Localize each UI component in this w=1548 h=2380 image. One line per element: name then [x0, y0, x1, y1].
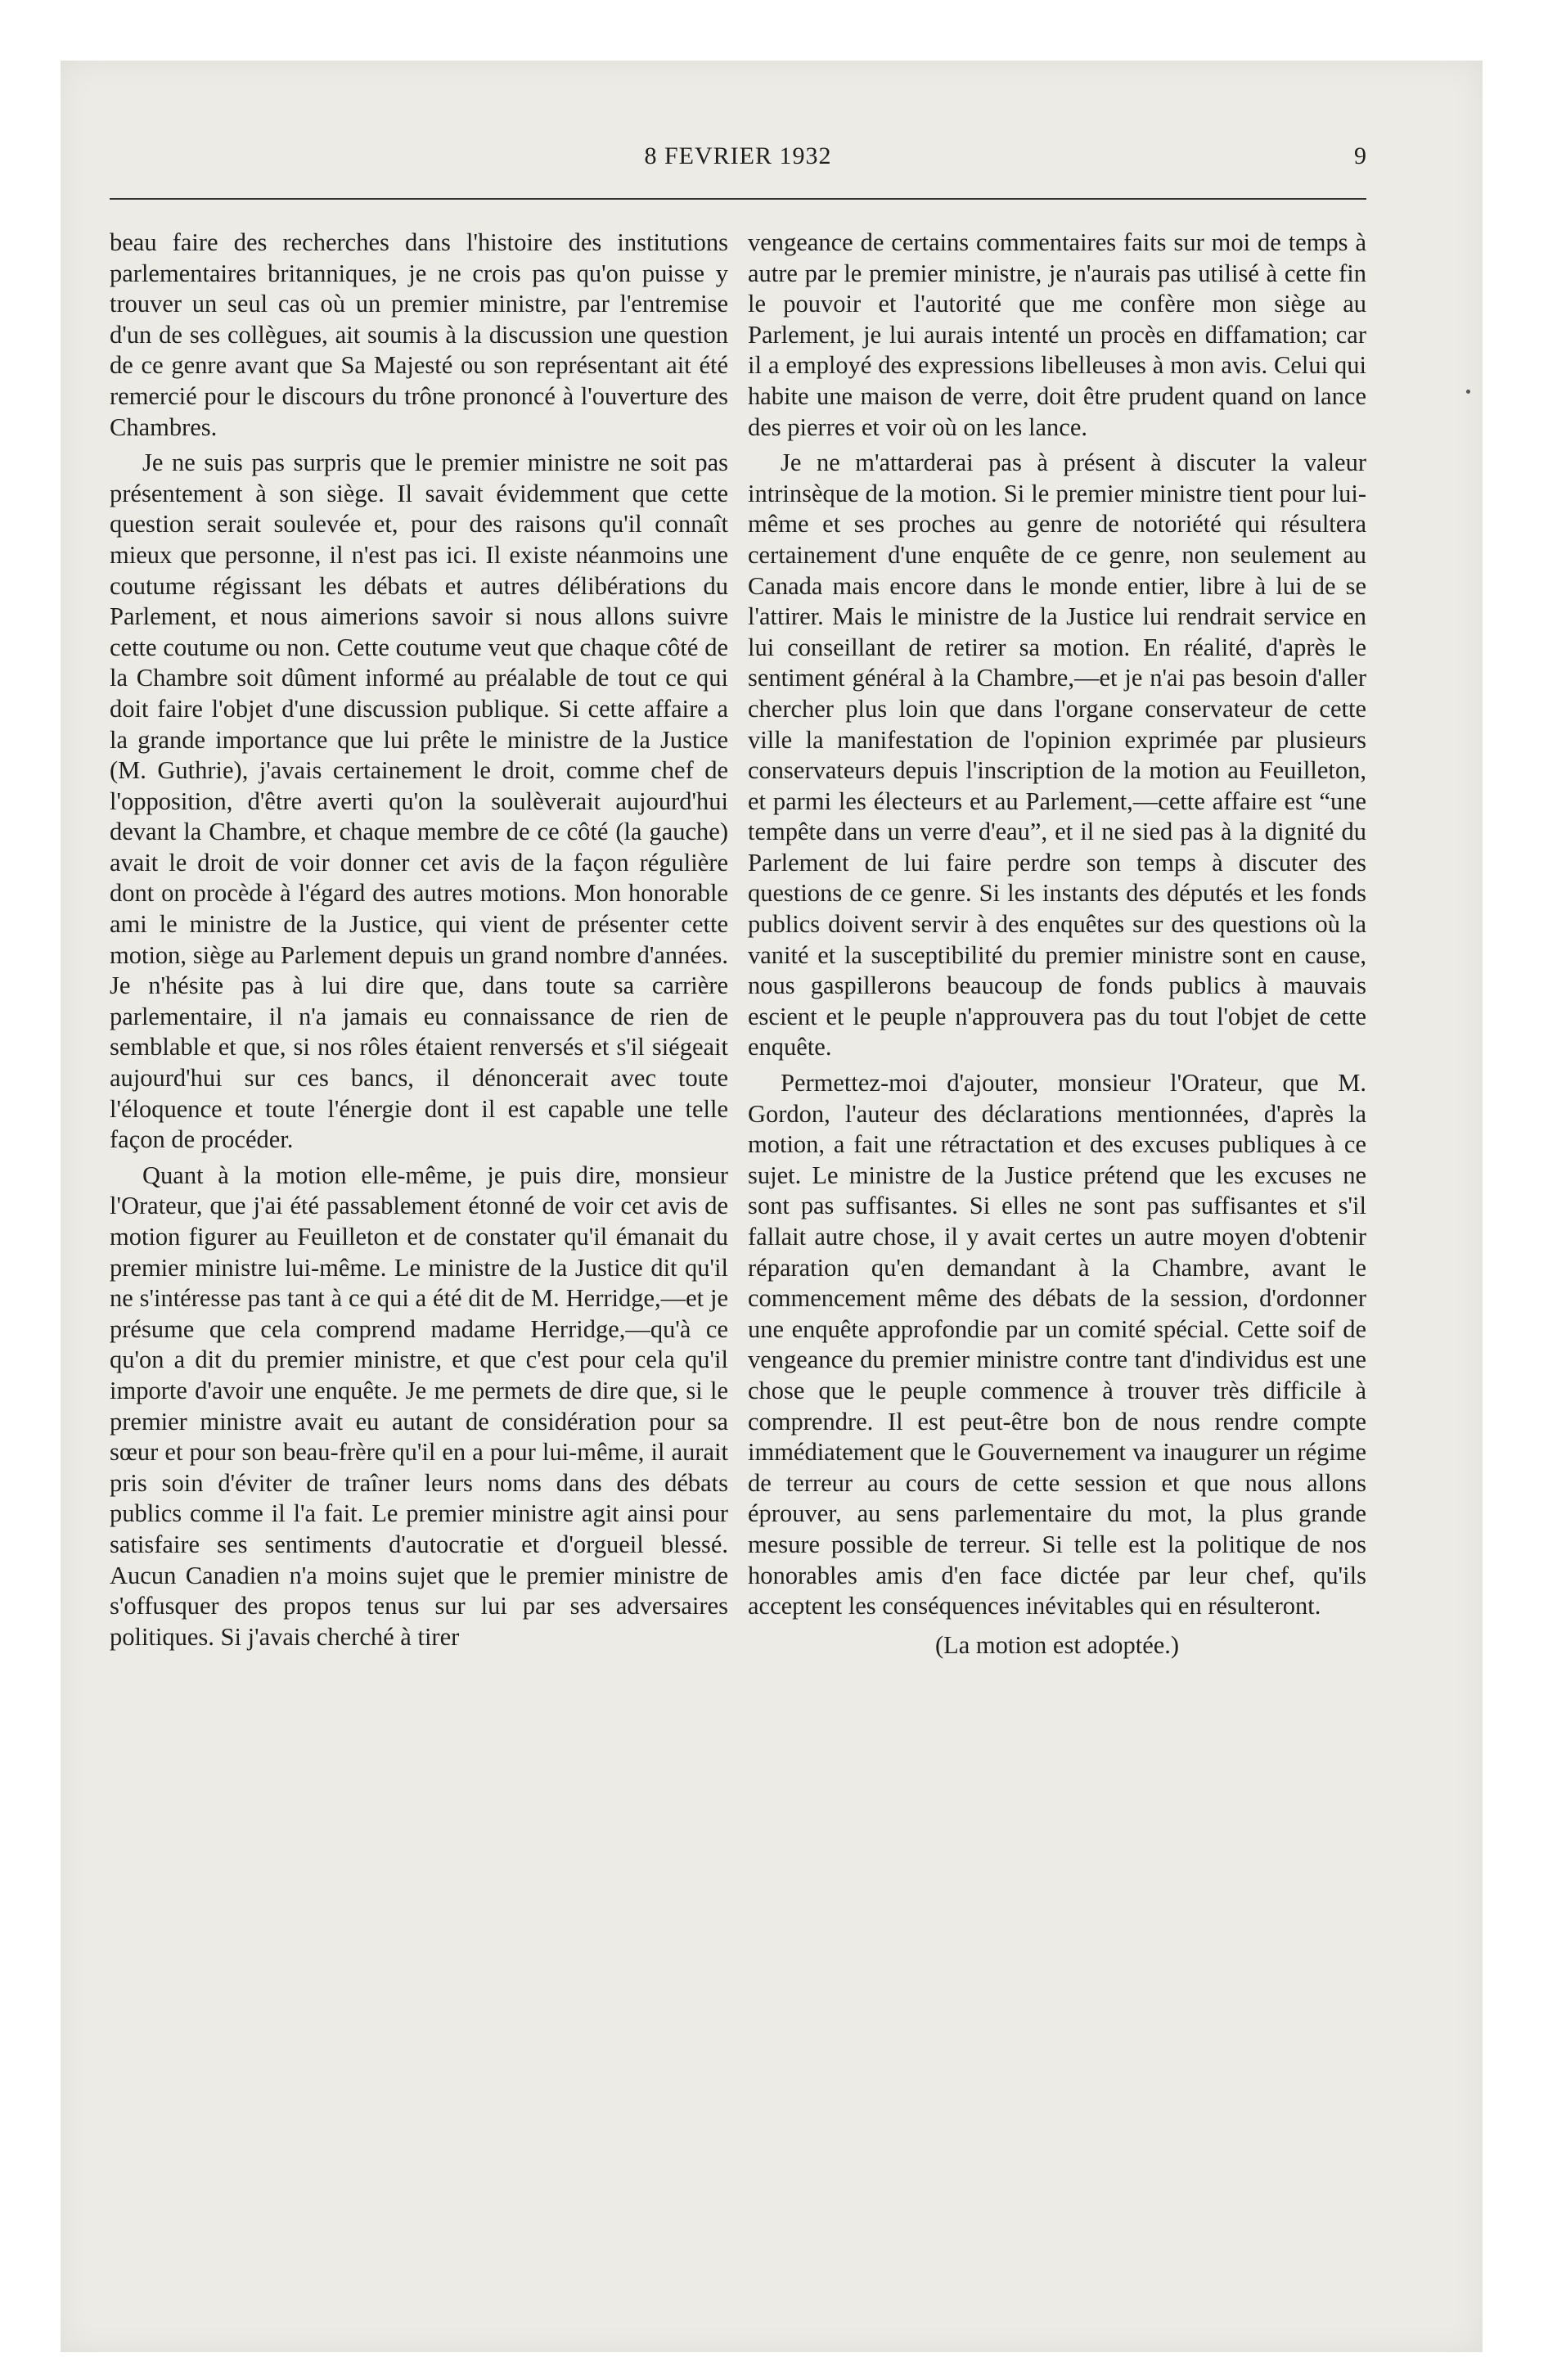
header-rule	[110, 198, 1366, 200]
left-column	[110, 228, 728, 1666]
paragraph: vengeance de certains commentaires faits sur moi de temps à autre par le premier ministre, je n'aurais pas utilisé à cette fin le pouvoir et l'autorité que me confère mon siège au Parlement, je lui aurais intenté un procès en diffamation; car il a employé des expressions libelleuses à mon avis. Celui qui habite une maison de verre, doit être prudent quand on lance des pierres et voir où on les lance.	[748, 228, 1366, 441]
paragraph: Je ne suis pas surpris que le premier ministre ne soit pas présentement à son siège. Il savait évidemment que cette question serait soulevée et, pour des raisons qu'il connaît mieux que personne, il n'est pas ici. Il existe néanmoins une coutume régissant les débats et autres délibérations du Parlement, et nous aimerions savoir si nous allons suivre cette coutume ou non. Cette coutume veut que chaque côté de la Chambre soit dûment informé au préalable de tout ce qui doit faire l'objet d'une discussion publique. Si cette affaire a la grande importance que lui prête le ministre de la Justice (M. Guthrie), j'avais certainement le droit, comme chef de l'opposition, d'être averti qu'on la soulèverait aujourd'hui devant la Chambre, et chaque membre de ce côté (la gauche) avait le droit de voir donner cet avis de la façon régulière dont on procède à l'égard des autres motions. Mon honorable ami le ministre de la Justice, qui vient de présenter cette motion, siège au Parlement depuis un grand nombre d'années. Je n'hésite pas à lui dire que, dans toute sa carrière parlementaire, il n'a jamais eu connaissance de rien de semblable et que, si nos rôles étaient renversés et s'il siégeait aujourd'hui sur ces bancs, il dénoncerait avec toute l'éloquence et toute l'énergie dont il est capable une telle façon de procéder.	[110, 449, 728, 1154]
paragraph: beau faire des recherches dans l'histoire des institutions parlementaires britanniques, je ne crois pas qu'on puisse y trouver un seul cas où un premier ministre, par l'entremise d'un de ses collègues, ait soumis à la discussion une question de ce genre avant que Sa Majesté ou son représentant ait été remercié pour le discours du trône prononcé à l'ouverture des Chambres.	[110, 228, 728, 441]
paragraph: Quant à la motion elle-même, je puis dire, monsieur l'Orateur, que j'ai été passablement étonné de voir cet avis de motion figurer au Feuilleton et de constater qu'il émanait du premier ministre lui-même. Le ministre de la Justice dit qu'il ne s'intéresse pas tant à ce qui a été dit de M. Herridge,—et je présume que cela comprend madame Herridge,—qu'à ce qu'on a dit du premier ministre, et que c'est pour cela qu'il importe d'avoir une enquête. Je me permets de dire que, si le premier ministre avait eu autant de considération pour sa sœur et pour son beau-frère qu'il en a pour lui-même, il aurait pris soin d'éviter de traîner leurs noms dans des débats publics comme il l'a fait. Le premier ministre agit ainsi pour satisfaire ses sentiments d'autocratie et d'orgueil blessé. Aucun Canadien n'a moins sujet que le premier ministre de s'offusquer des propos tenus sur lui par ses adversaires politiques. Si j'avais cherché à tirer	[110, 1161, 728, 1651]
paragraph: Permettez-moi d'ajouter, monsieur l'Orateur, que M. Gordon, l'auteur des déclarations mentionnées, d'après la motion, a fait une rétractation et des excuses publiques à ce sujet. Le ministre de la Justice prétend que les excuses ne sont pas suffisantes. Si elles ne sont pas suffisantes et s'il fallait autre chose, il y avait certes un autre moyen d'obtenir réparation qu'en demandant à la Chambre, avant le commencement même des débats de la session, d'ordonner une enquête approfondie par un comité spécial. Cette soif de vengeance du premier ministre contre tant d'individus est une chose que le peuple commence à trouver très difficile à comprendre. Il est peut-être bon de nous rendre compte immédiatement que le Gouvernement va inaugurer un régime de terreur au cours de cette session et que nous allons éprouver, au sens parlementaire du mot, la plus grande mesure possible de terreur. Si telle est la politique de nos honorables amis d'en face dictée par leur chef, qu'ils acceptent les conséquences inévitables qui en résulteront.	[748, 1069, 1366, 1620]
right-column	[748, 228, 1366, 1666]
paragraph: Je ne m'attarderai pas à présent à discuter la valeur intrinsèque de la motion. Si le premier ministre tient pour lui-même et ses proches au genre de notoriété qui résultera certainement d'une enquête de ce genre, non seulement au Canada mais encore dans le monde entier, libre à lui de se l'attirer. Mais le ministre de la Justice lui rendrait service en lui conseillant de retirer sa motion. En réalité, d'après le sentiment général à la Chambre,—et je n'ai pas besoin d'aller chercher plus loin que dans l'organe conservateur de cette ville la manifestation de l'opinion exprimée par plusieurs conservateurs depuis l'inscription de la motion au Feuilleton, et parmi les électeurs et au Parlement,—cette affaire est “une tempête dans un verre d'eau”, et il ne sied pas à la dignité du Parlement de lui faire perdre son temps à discuter des questions de ce genre. Si les instants des députés et les fonds publics doivent servir à des enquêtes sur des questions où la vanité et la susceptibilité du premier ministre sont en cause, nous gaspillerons beaucoup de fonds publics à mauvais escient et le peuple n'approuvera pas du tout l'objet de cette enquête.	[748, 449, 1366, 1062]
scan-speck	[1466, 390, 1470, 394]
page-header	[110, 131, 1366, 180]
header-date: 8 FEVRIER 1932	[644, 142, 832, 169]
page-content	[110, 131, 1366, 1666]
paragraph-closing-note: (La motion est adoptée.)	[934, 1630, 1180, 1659]
text-columns	[110, 228, 1366, 1666]
page-number: 9	[1354, 142, 1366, 169]
